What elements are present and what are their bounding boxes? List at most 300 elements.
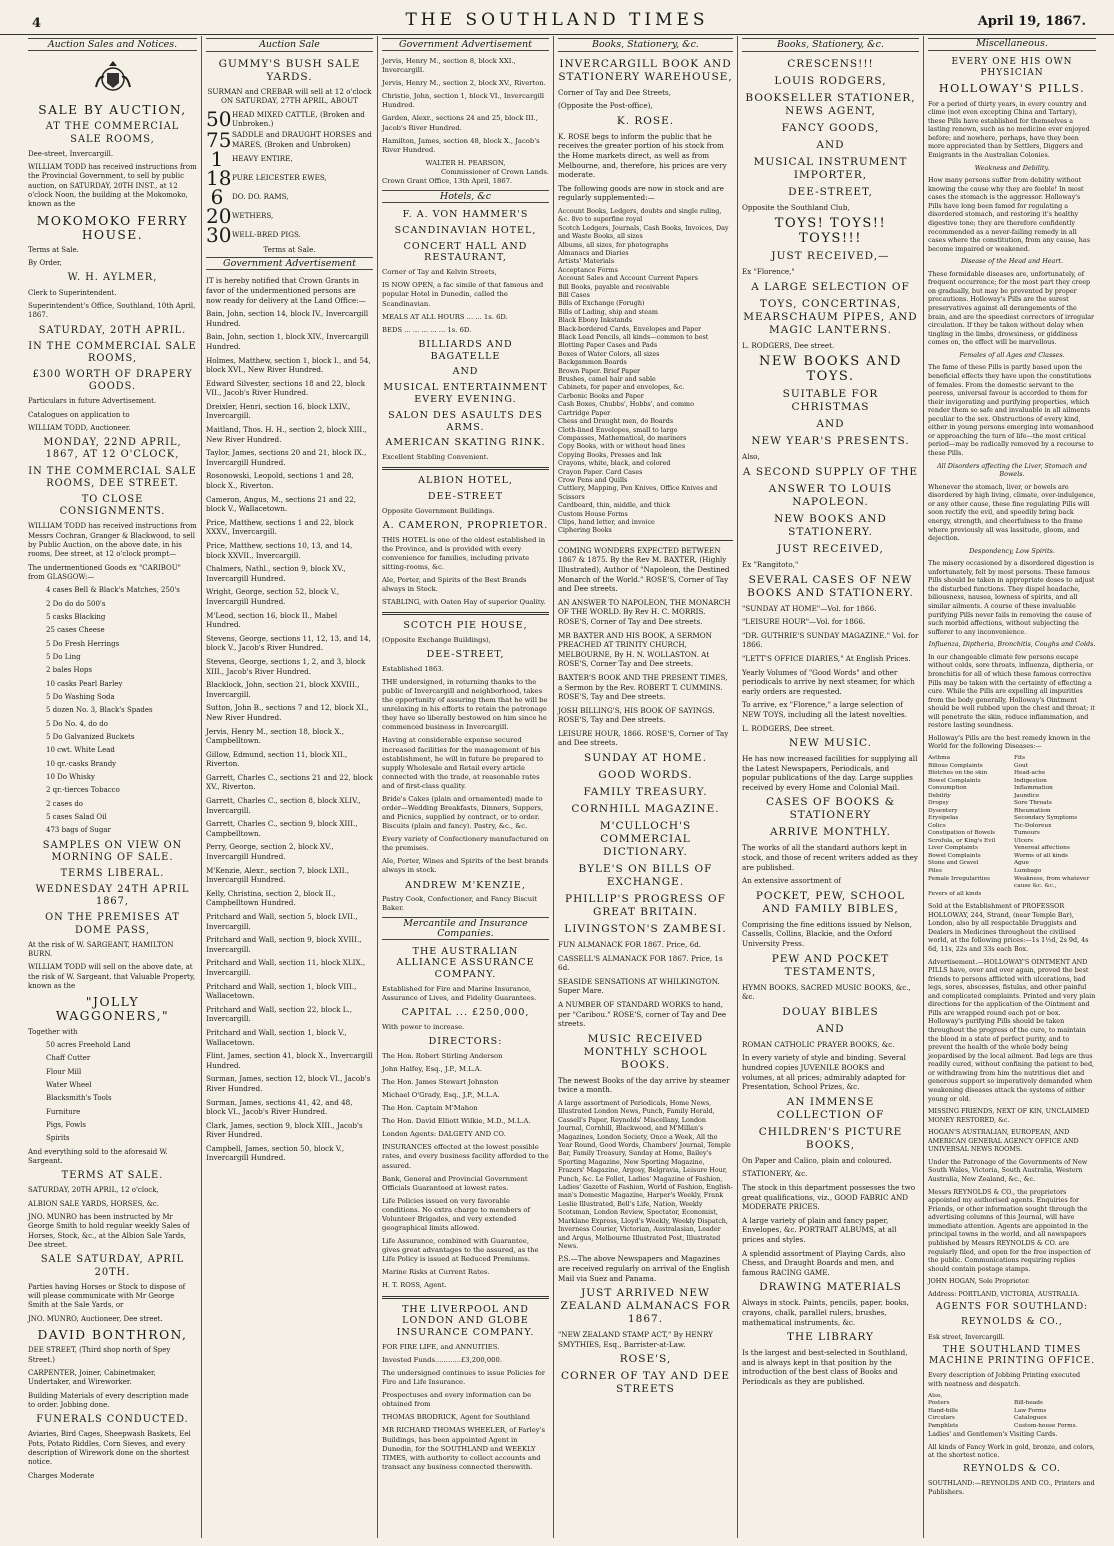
- list-item: Indigestion: [1014, 777, 1047, 784]
- list-item: Bill-heads: [1014, 1400, 1043, 1407]
- book-warehouse-ad: [558, 58, 733, 203]
- text-block: Cameron, Angus, M., sections 21 and 22, block V., Wallacetown.: [206, 494, 357, 514]
- lot-description: WETHERS,: [232, 211, 274, 221]
- text-block: All Disorders affecting the Liver, Stomach and Bowels.: [937, 461, 1087, 479]
- text-block: Bride's Cakes (plain and ornamented) made to order—Wedding Breakfasts, Dinners, Suppers, and Picnics, supplied by contract, or to order. Biscuits (plain and fancy). Pastry, &c., &c.: [382, 794, 544, 831]
- text-block: Opposite Government Buildings.: [382, 506, 495, 515]
- text-block: CONCERT HALL AND RESTAURANT,: [403, 240, 528, 264]
- text-block: SALON DES ASAULTS DES ARMS.: [388, 409, 543, 433]
- text-block: CASES OF BOOKS & STATIONERY: [765, 796, 896, 822]
- lot-row: [206, 166, 373, 191]
- text-block: STATIONERY, &c.: [742, 1169, 808, 1179]
- text-block: HOLLOWAY'S PILLS.: [938, 81, 1086, 95]
- auction-notices-body: [28, 103, 197, 1481]
- text-block: JOSH BILLING'S, HIS BOOK OF SAYINGS. ROSE'S, Tay and Dee streets.: [558, 705, 715, 725]
- text-block: (Opposite the Post-office),: [558, 101, 653, 111]
- text-block: AGENTS FOR SOUTHLAND:: [935, 1302, 1089, 1313]
- text-block: Ciphering Books: [558, 526, 612, 535]
- text-block: Brushes, camel hair and sable: [558, 375, 656, 384]
- text-block: Almanacs and Diaries: [558, 248, 629, 257]
- text-block: FOR FIRE LIFE, and ANNUITIES.: [382, 1342, 500, 1351]
- royal-arms-icon: [92, 57, 134, 99]
- lot-row: [206, 107, 373, 132]
- text-block: MUSICAL INSTRUMENT IMPORTER,: [753, 155, 908, 181]
- text-block: Catalogues on application to: [28, 410, 130, 419]
- lot-row: [206, 127, 373, 152]
- lot-description: PURE LEICESTER EWES,: [232, 173, 327, 183]
- text-block: 10 qr.-casks Brandy: [46, 759, 117, 768]
- text-block: Pritchard and Wall, section 1, block V., Wallacetown.: [206, 1027, 347, 1047]
- text-block: Compasses, Mathematical, do mariners: [558, 433, 687, 442]
- text-block: Bill Cases: [558, 291, 590, 299]
- text-block: AND: [816, 418, 845, 431]
- list-item: Hand-bills: [928, 1407, 958, 1414]
- list-item: Circulars: [928, 1415, 955, 1422]
- text-block: Influenza, Diptheria, Bronchitis, Coughs and Colds.: [928, 640, 1096, 649]
- list-item: Bilious Complaints: [928, 762, 983, 769]
- text-block: AN ANSWER TO NAPOLEON, THE MONARCH OF THE WORLD. By Rev H. C. MORRIS. ROSE'S, Corner of Tay and Dee streets.: [558, 597, 731, 626]
- printing-items: [928, 1393, 1096, 1431]
- text-block: Crow Pens and Quills: [558, 475, 628, 484]
- text-block: Artists' Materials: [558, 257, 615, 266]
- text-block: BYLE'S ON BILLS OF EXCHANGE.: [578, 863, 713, 889]
- text-block: Terms at Sale.: [28, 245, 79, 254]
- text-block: Copy Books, with or without head lines: [558, 442, 686, 451]
- text-block: DEE-STREET,: [426, 649, 505, 661]
- text-block: He has now increased facilities for supplying all the Latest Newspapers, Periodicals, and popular publications of the day. Large supplies received by every Home and Colonial Mail.: [742, 754, 918, 792]
- column-books-rodgers: [738, 36, 924, 1538]
- text-block: The fame of these Pills is partly based upon the beneficial effects they have upon the constitutions of females. From the domestic servant to the peeress, universal favour is accorded to them for their invigorating and purifying properties, which render them so safe and invaluable in all ailments peculiar to the sex. Obstructions of every kind, either in young persons emerging into womanhood or approaching the turn of life—the most critical period—may be radically removed by a recourse to these Pills.: [928, 363, 1094, 458]
- printing-closing: [928, 1430, 1096, 1496]
- text-block: HYMN BOOKS, SACRED MUSIC BOOKS, &c., &c.: [742, 982, 911, 1002]
- lot-quantity: 1: [210, 147, 224, 172]
- text-block: M'Kenzie, Alexr., section 7, block LXII., Invercargill Hundred.: [206, 865, 350, 885]
- text-block: SCANDINAVIAN HOTEL,: [394, 224, 537, 236]
- text-block: IS NOW OPEN, a fac simile of that famous and popular Hotel in Dunedin, called the Scandinavian.: [382, 281, 544, 308]
- text-block: AT THE COMMERCIAL SALE ROOMS,: [45, 121, 180, 145]
- text-block: MR RICHARD THOMAS WHEELER, of Farley's Buildings, has been appointed Agent in Dunedin, for the SOUTHLAND and WEEKLY TIMES, with authority to collect accounts and transact any business connected therewith.: [382, 1426, 545, 1471]
- text-block: WILLIAM TODD will sell on the above date, at the risk of W. Sargeant, that Valuable Property, known as the: [28, 963, 196, 991]
- text-block: A LARGE SELECTION OF: [751, 280, 910, 293]
- list-item: [1014, 1393, 1096, 1401]
- section-heading: Auction Sale: [206, 38, 373, 52]
- text-block: TERMS AT SALE.: [61, 1170, 164, 1182]
- text-block: Particulars in future Advertisement.: [28, 397, 157, 406]
- text-block: Always in stock. Paints, pencils, paper, books, crayons, chalk, parallel rulers, brushes, mathematical instruments, &c.: [742, 1298, 909, 1327]
- text-block: Blacksmith's Tools: [46, 1094, 112, 1103]
- text-block: 5 Do No. 4, do do: [46, 719, 108, 728]
- text-block: The Hon. David Elliott Wilkie, M.D., M.L.A.: [382, 1117, 531, 1126]
- text-block: "JOLLY WAGGONERS,": [55, 995, 170, 1024]
- text-block: Opposite the Southland Club,: [742, 202, 850, 212]
- text-block: POCKET, PEW, SCHOOL AND FAMILY BIBLES,: [755, 889, 906, 915]
- text-block: DIRECTORS:: [428, 1036, 503, 1048]
- text-block: 473 bags of Sugar: [46, 826, 111, 835]
- text-block: CORNER OF TAY AND DEE STREETS: [560, 1370, 730, 1396]
- crown-grants-list: [206, 309, 373, 1163]
- text-block: Dreixler, Henri, section 16, block LXIV., Invercargill.: [206, 401, 351, 421]
- lot-row: [206, 223, 373, 248]
- lot-quantity: 50: [206, 107, 232, 132]
- lot-quantity: 30: [206, 223, 232, 248]
- text-block: Pritchard and Wall, section 1, block VIII., Wallacetown.: [206, 981, 357, 1001]
- text-block: AND: [452, 366, 479, 378]
- text-block: Advertisement.—HOLLOWAY'S OINTMENT AND PILLS have, over and over again, proved the best friends to persons afflicted with ulcerations, bad legs, sores, abscesses, fistulas, and other painful and complicated complaints. Printed and very plain directions for the application of the Ointment and Pills are wrapped round each pot or box. Holloway's purifying Pills should be taken throughout the progress of the cure, to maintain the blood in a state of perfect purity, and to prevent the health of the whole body being jeopardised by the local ailment. Bad legs are thus readily cured, without confining the patient to bed, or withdrawing from him the nutritious diet and generous support so imperatively demanded when weakening diseases attack the systems of either young or old.: [928, 957, 1096, 1103]
- text-block: Pritchard and Wall, section 22, block L., Invercargill.: [206, 1004, 353, 1024]
- text-block: SALE BY AUCTION,: [38, 103, 187, 118]
- list-item: Scrofula, or King's Evil: [928, 837, 996, 844]
- text-block: P.S.—The above Newspapers and Magazines are received regularly on arrival of the English Mail via Suez and Panama.: [558, 1254, 730, 1283]
- text-block: At the risk of W. SARGEANT, HAMILTON BURN.: [28, 940, 174, 959]
- text-block: Hamilton, James, section 48, block X., Jacob's River Hundred.: [382, 136, 540, 154]
- text-block: Every variety of Confectionery manufactured on the premises.: [382, 835, 549, 853]
- list-item: Consumption: [928, 785, 967, 792]
- lot-quantity: 6: [210, 185, 224, 210]
- text-block: Ex "Rangitoto,": [742, 559, 799, 569]
- text-block: JUST RECEIVED,—: [771, 250, 890, 263]
- text-block: 25 cases Cheese: [46, 626, 105, 635]
- list-item: Ague: [1014, 860, 1029, 867]
- text-block: 5 Do Fresh Herrings: [46, 639, 120, 648]
- text-block: PHILLIP'S PROGRESS OF GREAT BRITAIN.: [565, 893, 726, 919]
- text-block: Chess and Draught men, do Boards: [558, 417, 674, 426]
- text-block: To arrive, ex "Florence," a large selection of NEW TOYS, including all the latest novelties.: [742, 700, 907, 719]
- list-item: Debility: [928, 792, 951, 799]
- text-block: All kinds of Fancy Work in gold, bronze, and colors, at the shortest notice.: [928, 1442, 1095, 1460]
- list-item: Colics: [928, 822, 946, 829]
- text-block: Despondency, Low Spirits.: [969, 546, 1055, 555]
- list-item: Worms of all kinds: [1014, 852, 1068, 859]
- text-block: 5 cases Salad Oil: [46, 813, 107, 822]
- section-heading: Hotels, &c: [382, 190, 549, 203]
- lot-quantity: 18: [206, 166, 232, 191]
- text-block: STABLING, with Oaten Hay of superior Quality.: [382, 598, 546, 607]
- list-item: Jaundice: [1014, 792, 1040, 799]
- text-block: Jervis, Henry M., section 2, block XV., Riverton.: [382, 79, 546, 88]
- lot-row: [206, 147, 373, 172]
- text-block: JUST RECEIVED,: [777, 542, 884, 555]
- text-block: Cuttlery, Mapping, Pen Knives, Office Knives and Scissors: [558, 484, 718, 501]
- text-block: Price, Matthew, sections 1 and 22, block XXXV., Invercargill.: [206, 517, 354, 537]
- text-block: Clips, hand letter, and invoice: [558, 517, 655, 526]
- text-block: The undersigned continues to issue Policies for Fire and Life Insurance.: [382, 1369, 545, 1387]
- text-block: 10 cwt. White Lead: [46, 746, 115, 755]
- list-item: Female Irregularities: [928, 875, 990, 882]
- text-block: Perry, George, section 2, block XV., Invercargill Hundred.: [206, 842, 334, 862]
- text-block: AND: [816, 138, 845, 151]
- sale-intro: SURMAN and CREBAR will sell at 12 o'clock ON SATURDAY, 27TH APRIL, ABOUT: [207, 86, 372, 106]
- text-block: Pritchard and Wall, section 9, block XVIII., Invercargill.: [206, 935, 362, 954]
- text-block: NEW MUSIC.: [789, 737, 872, 750]
- text-block: Cabinets, for paper and envelopes, &c.: [558, 383, 685, 392]
- text-block: Cardboard, thin, middle, and thick: [558, 501, 671, 510]
- text-block: CRESCENS!!!: [787, 57, 874, 70]
- text-block: Having at considerable expense secured increased facilities for the management of his establishment, he will in future be prepared to supply Wholesale and Retail every article connected with the trade, at reasonable rates and of first-class quality.: [382, 736, 544, 790]
- list-item: Catalogues: [1014, 1415, 1047, 1422]
- text-block: Weakness and Debility.: [974, 163, 1050, 172]
- stock-list: [558, 207, 733, 535]
- text-block: The following goods are now in stock and are regularly supplemented:—: [558, 183, 724, 203]
- text-block: Clark, James, section 9, block XIII., Jacob's River Hundred.: [206, 1120, 363, 1140]
- text-block: And everything sold to the aforesaid W. Sargeant.: [28, 1147, 168, 1165]
- lot-quantity: 75: [206, 127, 232, 152]
- section-heading: Government Advertisement: [382, 38, 549, 51]
- text-block: LOUIS RODGERS,: [774, 74, 887, 87]
- text-block: ROMAN CATHOLIC PRAYER BOOKS, &c.: [742, 1039, 895, 1049]
- list-item: Head-ache: [1014, 770, 1046, 777]
- text-block: Surman, James, sections 41, 42, and 48, block VI., Jacob's River Hundred.: [206, 1097, 353, 1117]
- page-number: 4: [32, 16, 42, 31]
- text-block: DOUAY BIBLES: [782, 1005, 879, 1018]
- text-block: INSURANCES effected at the lowest possible rates, and every business facility afforded to the assured.: [382, 1143, 549, 1170]
- list-item: Bowel Complaints: [928, 777, 981, 784]
- text-block: DAVID BONTHRON,: [37, 1328, 188, 1343]
- sale-yards-title: GUMMY'S BUSH SALE YARDS.: [218, 57, 361, 83]
- text-block: Bills of Lading, ship and steam: [558, 307, 658, 316]
- text-block: BAXTER'S BOOK AND THE PRESENT TIMES, a Sermon by the Rev. ROBERT T. CUMMINS. ROSE'S, Tay and Dee streets.: [558, 672, 728, 702]
- list-item: Secondary Symptoms: [1014, 815, 1078, 822]
- text-block: REYNOLDS & CO.: [963, 1463, 1061, 1474]
- text-block: A. CAMERON, PROPRIETOR.: [382, 519, 549, 531]
- text-block: Michael O'Grady, Esq., J.P., M.L.A.: [382, 1091, 500, 1100]
- text-block: Stevens, George, sections 1, 2, and 3, block XIII., Jacob's River Hundred.: [206, 656, 366, 676]
- text-block: EVERY ONE HIS OWN PHYSICIAN: [951, 56, 1073, 78]
- text-block: "NEW ZEALAND STAMP ACT," By HENRY SMYTHIES, Esq., Barrister-at-Law.: [558, 1330, 713, 1349]
- text-block: AMERICAN SKATING RINK.: [385, 437, 546, 449]
- text-block: GOOD WORDS.: [598, 769, 693, 782]
- text-block: MUSIC RECEIVED MONTHLY SCHOOL BOOKS.: [583, 1032, 708, 1071]
- text-block: Garrett, Charles C., sections 21 and 22, block XV., Riverton.: [206, 772, 373, 792]
- text-block: TOYS, CONCERTINAS, MEARSCHAUM PIPES, AND MAGIC LANTERNS.: [743, 297, 918, 336]
- text-block: Cash Boxes, Chubbs', Hobbs', and commo: [558, 400, 694, 409]
- text-block: 50 acres Freehold Land: [46, 1040, 131, 1049]
- text-block: Corner of Tay and Kelvin Streets,: [382, 268, 497, 277]
- text-block: Black Ebony Inkstands: [558, 316, 633, 325]
- text-block: 4 cases Bell & Black's Matches, 250's: [46, 586, 180, 595]
- text-block: CORNHILL MAGAZINE.: [571, 803, 720, 816]
- list-item: Bowel Complaints: [928, 852, 981, 859]
- holloway-pills-ad: [928, 57, 1096, 751]
- text-block: 5 Do Galvanized Buckets: [46, 733, 135, 742]
- text-block: The undermentioned Goods ex "CARIBOU" from GLASGOW:—: [28, 563, 181, 581]
- text-block: DRAWING MATERIALS: [759, 1281, 902, 1294]
- albion-hotel-ad: [382, 475, 549, 607]
- text-block: Invested Funds............£3,200,000.: [382, 1355, 502, 1364]
- text-block: Carbonic Books and Paper: [558, 391, 644, 400]
- list-item: Blotches on the skin: [928, 770, 988, 777]
- text-block: Wright, George, section 52, block V., Invercargill Hundred.: [206, 587, 340, 606]
- list-item: Posters: [928, 1400, 950, 1407]
- text-block: JUST ARRIVED NEW ZEALAND ALMANACS FOR 1867.: [560, 1287, 731, 1326]
- text-block: WILLIAM TODD has received instructions from Messrs Cochran, Granger & Blackwood, to sell by Public Auction, on the above date, in his rooms, Dee street, at 12 o'clock prompt—: [28, 522, 197, 559]
- text-block: FUNERALS CONDUCTED.: [36, 1414, 189, 1426]
- text-block: John Halfey, Esq., J.P., M.L.A.: [382, 1064, 482, 1073]
- text-block: 2 Do do do 500's: [46, 599, 106, 608]
- text-block: Parties having Horses or Stock to dispose of will please communicate with Mr George Smith at the Sale Yards, or: [28, 1282, 186, 1310]
- text-block: 2 cases do: [46, 799, 84, 808]
- list-item: Piles: [928, 868, 942, 874]
- text-block: These formidable diseases are, unfortunately, of frequent occurrence; for the most part they creep on gradually, but may be prevented by proper precautions. Holloway's Pills are the surest preservatives against all derangements of the brain, and are the speediest correctors of irregular circulation. If they be taken without delay when tingling in the limbs, drowsiness, or giddiness comes on, the effect will be marvellous.: [928, 269, 1095, 347]
- alliance-assurance-ad: [382, 946, 549, 1291]
- text-block: Gillow, Edmund, section 11, block XII., Riverton.: [206, 749, 348, 769]
- column-auction-notices: [24, 36, 202, 1538]
- sale-terms: Terms at Sale.: [263, 245, 316, 255]
- text-block: Garden, Alexr., sections 24 and 25, block III., Jacob's River Hundred.: [382, 114, 538, 132]
- text-block: ROSE'S,: [619, 1353, 672, 1366]
- lot-description: WELL-BRED PIGS.: [232, 230, 301, 240]
- text-block: ARRIVE MONTHLY.: [769, 826, 892, 839]
- text-block: SALE SATURDAY, APRIL 20TH.: [40, 1254, 185, 1278]
- text-block: NEW YEAR'S PRESENTS.: [751, 435, 910, 448]
- text-block: ANSWER TO LOUIS NAPOLEON.: [768, 482, 893, 508]
- text-block: 5 casks Blacking: [46, 612, 106, 621]
- text-block: FANCY GOODS,: [781, 121, 880, 134]
- text-block: REYNOLDS & CO.,: [961, 1317, 1063, 1328]
- text-block: F. A. VON HAMMER'S: [402, 209, 529, 221]
- text-block: JOHN HOGAN, Sole Proprietor.: [928, 1277, 1030, 1286]
- text-block: Bill Books, payable and receivable: [558, 282, 670, 291]
- text-block: For a period of thirty years, in every country and clime (not even excepting China and Tartary), these Pills have established for themselves a lasting renown, such as no medicine ever enjoyed before; and nowhere, perhaps, have they been more appreciated than by Settlers, Diggers and Emigrants in the Australian Colonies.: [928, 99, 1090, 160]
- text-block: Pritchard and Wall, section 11, block XLIX., Invercargill.: [206, 958, 366, 977]
- text-block: CAPITAL ... £250,000,: [401, 1007, 530, 1019]
- text-block: THE undersigned, in returning thanks to the public of Invercargill and neighborhood, takes the opportunity of assuring them that he will be unrelaxing in his efforts to retain the patronage they have so liberally bestowed on him since he commenced business in Invercargill.: [382, 677, 548, 732]
- list-item: Tumours: [1014, 830, 1040, 837]
- text-block: Bank, General and Provincial Government Officials Guaranteed at lowest rates.: [382, 1174, 528, 1192]
- text-block: Crayons, white, black, and colored: [558, 459, 671, 468]
- text-block: A splendid assortment of Playing Cards, also Chess, and Draught Boards and men, and famous RACING GAME.: [742, 1248, 906, 1277]
- text-block: Pritchard and Wall, section 5, block LVII., Invercargill.: [206, 912, 358, 931]
- text-block: Esk street, Invercargill.: [928, 1332, 1005, 1341]
- text-block: Building Materials of every description made to order. Jobbing done.: [28, 1391, 189, 1409]
- text-block: Jervis, Henry M., section 8, block XXI., Invercargill.: [382, 57, 516, 75]
- text-block: 2 bales Hops: [46, 666, 92, 675]
- livestock-lots: [206, 107, 373, 248]
- list-item: Custom-house Forms.: [1014, 1422, 1078, 1429]
- text-block: TOYS! TOYS!! TOYS!!!: [774, 216, 887, 247]
- text-block: BILLIARDS AND BAGATELLE: [418, 338, 513, 362]
- text-block: MUSICAL ENTERTAINMENT EVERY EVENING.: [383, 382, 548, 405]
- text-block: Pigs, Fowls: [46, 1120, 86, 1129]
- lot-description: DO. DO. RAMS,: [232, 192, 289, 202]
- text-block: Life Policies issued on very favorable conditions. No extra charge to members of Volunteer Brigades, and very extended geographical limits allowed.: [382, 1196, 531, 1233]
- text-block: TO CLOSE CONSIGNMENTS.: [59, 493, 166, 518]
- text-block: Blacklock, John, section 21, block XXVIII., Invercargill.: [206, 680, 360, 699]
- text-block: Excellent Stabling Convenient.: [382, 453, 489, 462]
- text-block: JNO. MUNRO has been instructed by Mr George Smith to hold regular weekly Sales of Horses, Stock, &c., at the Albion Sale Yards, Dee street.: [28, 1213, 190, 1250]
- text-block: Ale, Porter, Wines and Spirits of the best brands always in stock.: [382, 857, 549, 875]
- text-block: Chaff Cutter: [46, 1054, 91, 1063]
- text-block: COMING WONDERS EXPECTED BETWEEN 1867 & 1875. By the Rev M. BAXTER, (Highly Illustrated), Author of "Napoleon, the Destined Monarch of the World." ROSE'S, Corner of Tay and Dee streets.: [558, 545, 730, 594]
- text-block: SATURDAY, 20TH APRIL, 12 o'clock,: [28, 1186, 159, 1195]
- column-government-hotels: [378, 36, 554, 1538]
- text-block: Brown Paper. Brief Paper: [558, 366, 641, 375]
- text-block: In every variety of style and binding. Several hundred copies JUVENILE BOOKS and volumes, at all prices; admirably adapted for Presentation, School Prizes, &c.: [742, 1053, 906, 1092]
- list-item: Pamphlets: [928, 1422, 959, 1429]
- text-block: Bills of Exchange (Forugh): [558, 299, 645, 308]
- text-block: PEW AND POCKET TESTAMENTS,: [771, 952, 890, 978]
- text-block: SOUTHLAND:—REYNOLDS AND CO., Printers and Publishers.: [928, 1478, 1095, 1496]
- text-block: Messrs REYNOLDS & CO., the proprietors appointed my authorised agents. Enquiries for Friends, or other information sought through the advertising columns of this Journal, will have immediate attention. Agents are appointed in the principal towns in the world, and all newspapers published by Messrs REYNOLDS & CO. are regularly filed, and open for the free inspection of the public. Communications requiring replies should contain postage stamps.: [928, 1187, 1091, 1273]
- text-block: Taylor, James, sections 20 and 21, block IX., Invercargill Hundred.: [206, 448, 367, 467]
- text-block: Flint, James, section 41, block X., Invercargill Hundred.: [206, 1051, 373, 1070]
- text-block: CARPENTER, Joiner, Cabinetmaker, Undertaker, and Wireworker.: [28, 1368, 156, 1387]
- text-block: The stock in this department possesses the two great qualifications, viz., GOOD FABRIC AND MODERATE PRICES.: [742, 1182, 916, 1212]
- text-block: Stevens, George, sections 11, 12, 13, and 14, block V., Jacob's River Hundred.: [206, 633, 371, 653]
- text-block: Also,: [742, 452, 760, 462]
- text-block: 5 Do Ling: [46, 652, 81, 661]
- list-item: Weakness, from whatever cause &c. &c.,: [1014, 875, 1090, 890]
- text-block: Pastry Cook, Confectioner, and Fancy Biscuit Baker.: [382, 895, 538, 913]
- text-block: An extensive assortment of: [742, 876, 841, 886]
- text-block: Flour Mill: [46, 1067, 82, 1076]
- text-block: Boxes of Water Colors, all sizes: [558, 349, 660, 358]
- text-block: THE AUSTRALIAN ALLIANCE ASSURANCE COMPANY.: [396, 945, 535, 981]
- text-block: Maitland, Thos. H. H., section 2, block XIII., New River Hundred.: [206, 425, 367, 444]
- text-block: CASSELL'S ALMANACK FOR 1867. Price, 1s 6d.: [558, 953, 723, 973]
- text-block: Ex "Florence,": [742, 267, 795, 277]
- list-item: Dropsy: [928, 800, 949, 807]
- text-block: MONDAY, 22ND APRIL, 1867, AT 12 O'CLOCK,: [43, 437, 182, 461]
- text-block: Rosonowski, Leopold, sections 1 and 28, block X., Riverton.: [206, 471, 354, 491]
- list-item: Sore Throats: [1014, 800, 1052, 807]
- text-block: LEISURE HOUR, 1866. ROSE'S, Corner of Tay and Dee streets.: [558, 728, 729, 748]
- text-block: AND: [816, 1022, 845, 1035]
- text-block: Disease of the Head and Heart.: [960, 257, 1064, 266]
- list-item: Liver Complaints: [928, 845, 978, 852]
- text-block: Bain, John, section 14, block IV., Invercargill Hundred.: [206, 309, 369, 328]
- text-block: The works of all the standard authors kept in stock, and those of recent writers added as they are published.: [742, 843, 918, 872]
- text-block: ALBION SALE YARDS, HORSES, &c.: [28, 1199, 159, 1208]
- newspaper-title: THE SOUTHLAND TIMES: [405, 10, 709, 30]
- text-block: Black Lead Pencils, all kinds—common to best: [558, 333, 709, 342]
- text-block: Custom House Forms: [558, 509, 628, 518]
- text-block: JNO. MUNRO, Auctioneer, Dee street.: [28, 1314, 163, 1323]
- text-block: FUN ALMANACK FOR 1867. Price, 6d.: [558, 940, 702, 950]
- liverpool-insurance-ad: [382, 1304, 549, 1472]
- text-block: BOOKSELLER STATIONER, NEWS AGENT,: [745, 91, 916, 117]
- lot-description: HEAD MIXED CATTLE, (Broken and Unbroken.): [232, 109, 365, 129]
- text-block: With power to increase.: [382, 1022, 465, 1031]
- text-block: Ladies' and Gentlemen's Visiting Cards.: [928, 1430, 1058, 1439]
- text-block: Sutton, John B., sections 7 and 12, block XI., New River Hundred.: [206, 703, 369, 722]
- text-block: Yearly Volumes of "Good Words" and other periodicals to arrive by next steamer, for which early orders are requested.: [742, 667, 915, 696]
- scandinavian-hotel-ad: [382, 209, 549, 462]
- text-block: Cloth-lined Envelopes, small to large: [558, 425, 678, 434]
- text-block: Surman, James, section 12, block VI., Jacob's River Hundred.: [206, 1074, 371, 1093]
- text-block: Crayon Paper. Card Cases: [558, 467, 643, 476]
- text-block: L. RODGERS, Dee street.: [742, 340, 835, 350]
- text-block: How many persons suffer from debility without knowing the cause why they are feeble! In most cases the stomach is the aggressor. Holloway's Pills have long been famed for regulating a disordered stomach, and restoring it's healthy digestive tone; they are therefore confidently recommended as a never-failing remedy in all cases where the constitution, from any cause, has become impaired or weakened.: [928, 176, 1091, 253]
- text-block: INVERCARGILL BOOK AND STATIONERY WAREHOUSE,: [558, 57, 733, 83]
- text-block: SEASIDE SENSATIONS AT WHILKINGTON. Super Mare.: [558, 976, 720, 996]
- crown-grants-list: [382, 57, 549, 155]
- text-block: TERMS LIBERAL.: [60, 868, 165, 880]
- text-block: Scotch Ledgers, Journals, Cash Books, Invoices, Day and Waste Books, all sizes: [558, 223, 729, 241]
- lot-row: [206, 185, 373, 210]
- text-block: SATURDAY, 20TH APRIL.: [38, 324, 187, 336]
- text-block: Chalmers, Nathl., section 9, block XV., Invercargill Hundred.: [206, 564, 346, 583]
- text-block: BEDS ... ... ... ... ... 1s. 6D.: [382, 325, 472, 334]
- list-item: Ulcers: [1014, 837, 1034, 844]
- list-item: [1014, 891, 1096, 899]
- section-heading: Miscellaneous.: [928, 38, 1096, 51]
- text-block: SEVERAL CASES OF NEW BOOKS AND STATIONERY.: [747, 573, 914, 599]
- text-block: The misery occasioned by a disordered digestion is unfortunately, felt by most persons. These famous Pills should be taken in appropriate doses to adjust the disturbed functions. They dispel headache, biliousness, nausea, lowness of spirits, and all similar ailments. A course of these invaluable purifying Pills never fails in removing the cause of such morbid affections, without subjecting the sufferer to any inconvenience.: [928, 559, 1095, 636]
- list-item: Asthma: [928, 755, 950, 762]
- text-block: IN THE COMMERCIAL SALE ROOMS,: [28, 340, 197, 364]
- text-block: Females of all Ages and Classes.: [959, 350, 1065, 359]
- signer-name: WALTER H. PEARSON,: [425, 158, 506, 167]
